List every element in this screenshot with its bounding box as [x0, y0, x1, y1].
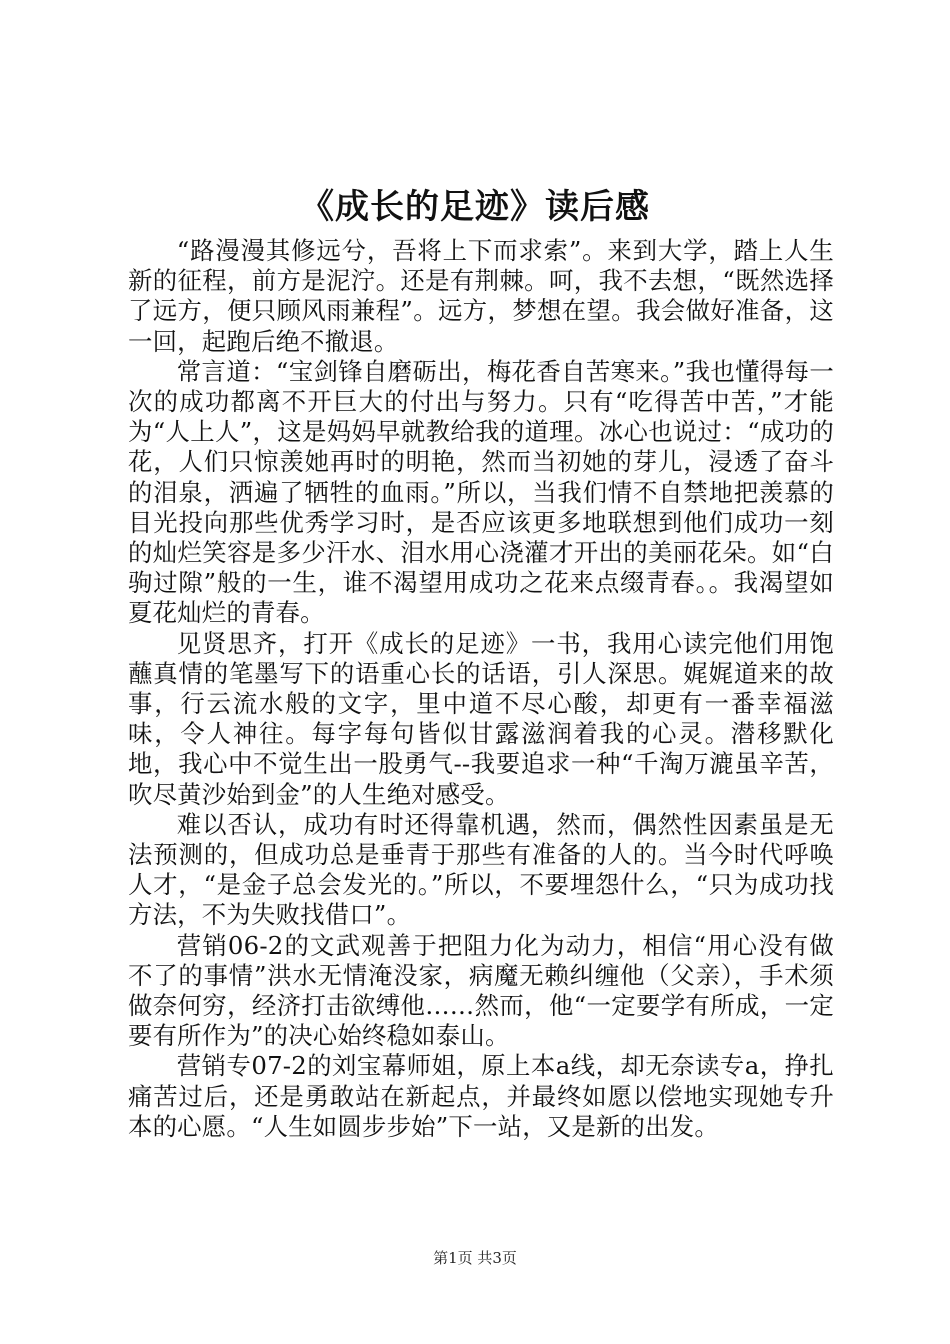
paragraph: 难以否认，成功有时还得靠机遇，然而，偶然性因素虽是无法预测的，但成功总是垂青于那些有准备的人的。当今时代呼唤人才，“是金子总会发光的。”所以，不要埋怨什么，“只为成功找方法，不为失败找借口”。	[128, 809, 834, 930]
paragraph: 常言道：“宝剑锋自磨砺出，梅花香自苦寒来。”我也懂得每一次的成功都离不开巨大的付出与努力。只有“吃得苦中苦，”才能为“人上人”，这是妈妈早就教给我的道理。冰心也说过：“成功的花，人们只惊羡她再时的明艳，然而当初她的芽儿，浸透了奋斗的泪泉，洒遍了牺牲的血雨。”所以，当我们情不自禁地把羡慕的目光投向那些优秀学习时，是否应该更多地联想到他们成功一刻的灿烂笑容是多少汗水、泪水用心浇灌才开出的美丽花朵。如“白驹过隙”般的一生，谁不渴望用成功之花来点缀青春。。我渴望如夏花灿烂的青春。	[128, 356, 834, 628]
page-number-footer: 第1页 共3页	[433, 1249, 517, 1267]
document-title: 《成长的足迹》读后感	[300, 187, 650, 227]
document-body	[128, 236, 834, 1142]
paragraph: 营销06-2的文武观善于把阻力化为动力，相信“用心没有做不了的事情”洪水无情淹没家，病魔无赖纠缠他（父亲），手术须做奈何穷，经济打击欲缚他……然而，他“一定要学有所成，一定要有所作为”的决心始终稳如泰山。	[128, 930, 834, 1051]
paragraph: 见贤思齐，打开《成长的足迹》一书，我用心读完他们用饱蘸真情的笔墨写下的语重心长的话语，引人深思。娓娓道来的故事，行云流水般的文字，里中道不尽心酸，却更有一番幸福滋味，令人神往。每字每句皆似甘露滋润着我的心灵。潜移默化地，我心中不觉生出一股勇气--我要追求一种“千淘万漉虽辛苦，吹尽黄沙始到金”的人生绝对感受。	[128, 628, 834, 809]
paragraph: “路漫漫其修远兮，吾将上下而求索”。来到大学，踏上人生新的征程，前方是泥泞。还是有荆棘。呵，我不去想，“既然选择了远方，便只顾风雨兼程”。远方，梦想在望。我会做好准备，这一回，起跑后绝不撤退。	[128, 236, 834, 356]
paragraph: 营销专07-2的刘宝幕师姐，原上本a线，却无奈读专a，挣扎痛苦过后，还是勇敢站在新起点，并最终如愿以偿地实现她专升本的心愿。“人生如圆步步始”下一站，又是新的出发。	[128, 1051, 834, 1141]
